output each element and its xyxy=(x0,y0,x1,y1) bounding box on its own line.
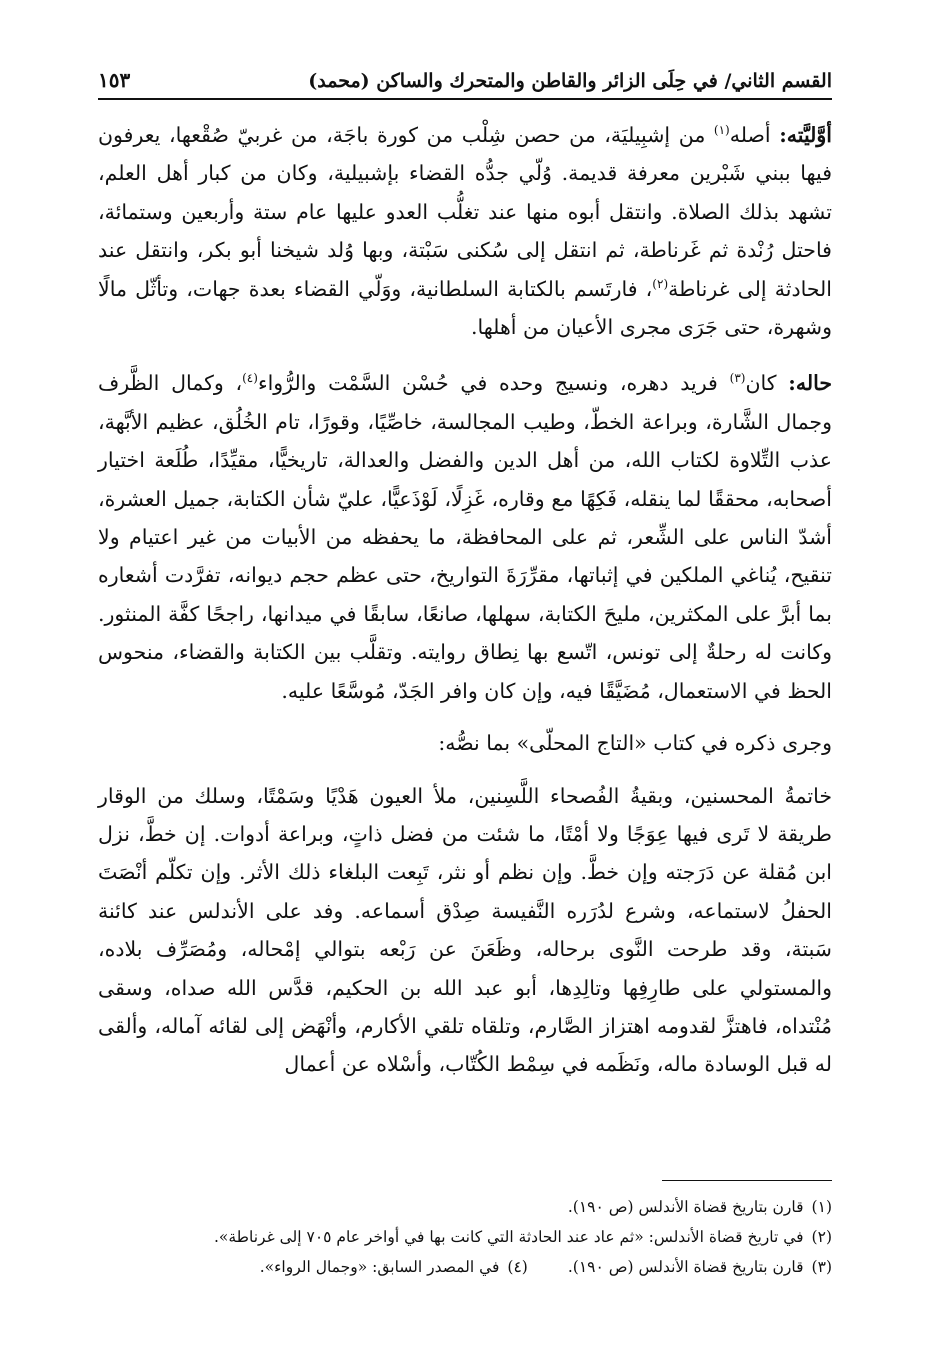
footnote-number: (٢) xyxy=(811,1228,832,1246)
header-title: القسم الثاني/ في حِلَى الزائر والقاطن والمتحرك والساكن (محمد) xyxy=(308,70,832,92)
paragraph-heading: حاله: xyxy=(788,371,833,396)
text-run: أصله xyxy=(729,123,780,147)
footnote-ref[interactable]: (٤) xyxy=(242,371,258,386)
footnote-text: في تاريخ قضاة الأندلس: «ثم عاد عند الحادثة التي كانت بها في أواخر عام ٧٠٥ إلى غرناطة». xyxy=(213,1228,804,1246)
footnote-3 xyxy=(568,1255,832,1279)
text-run: كان xyxy=(745,371,789,396)
footnote-2 xyxy=(98,1225,832,1249)
footnote-ref[interactable]: (٣) xyxy=(729,371,746,386)
quoted-passage: خاتمةُ المحسنين، وبقيةُ الفُصحاء اللَّسِنين، ملأ العيون هَدْيًا وسَمْتًا، وسلك من الوقار طريقة لا تَرى فيها عِوَجًا ولا أمْتًا، ما شئت من فضل ذاتٍ، وبراعة أدوات. إن خطَّ، نزل ابن مُقلة عن دَرَجته وإن خطَّ. وإن نظم أو نثر، تَبِعت البلغاء ذلك الأثر. وإن تكلّم أنْصَتَ الحفلُ لاستماعه، وشرع لدُرَره النَّفيسة صِدْق أسماعه. وفد على الأندلس عند كائنة سَبتة، وقد طرحت النَّوى برحاله، وظَعَنَ عن رَبْعه بتوالي إمْحاله، ومُصَرِّف بلاده، والمستولي على طارِفِها وتالِدِها، أبو عبد الله بن الحكيم، قدَّس الله صداه، وسقى مُنْتداه، فاهتزَّ لقدومه اهتزاز الصَّارم، وتلقاه تلقي الأكارم، وأنْهَض إلى لقائه آماله، وألقى له قبل الوسادة ماله، ونَظَمه في سِمْط الكُتّاب، وأسْلاه عن أعمال xyxy=(98,783,832,1077)
footnote-number: (١) xyxy=(811,1198,832,1216)
footnote-divider xyxy=(662,1180,832,1181)
text-run: فريد دهره، ونسيج وحده في حُسْن السَّمْت والرُّواء xyxy=(257,371,730,396)
paragraph-origin xyxy=(98,116,832,346)
footnote-row xyxy=(98,1255,832,1279)
footnote-number: (٤) xyxy=(507,1258,528,1276)
footnote-ref[interactable]: (١) xyxy=(713,123,730,138)
footnote-text: قارن بتاريخ قضاة الأندلس (ص ١٩٠). xyxy=(567,1198,804,1216)
footnote-text: قارن بتاريخ قضاة الأندلس (ص ١٩٠). xyxy=(567,1258,804,1276)
citation-intro: وجرى ذكره في كتاب «التاج المحلّى» بما نصُّه: xyxy=(438,731,832,756)
text-run: ، فارتَسم بالكتابة السلطانية، ووَلّي القضاء بعدة جهات، وتأثّل مالًا وشهرة، حتى جَرَى مجرى الأعيان من أهلها. xyxy=(98,276,832,340)
text-run: من إشبِيليَة، من حصن شِلْب من كورة باجَة، من غربيّ صُقْعها، يعرفون فيها ببني شَبْرين معرفة قديمة. وُلّي جدُّه القضاء بإشبيلية، وكان من كبار أهل العلم، تشهد بذلك الصلاة. وانتقل أبوه منها عند تغلُّب العدو عليها عام ستة وأربعين وستمائة، فاحتل رُنْدة ثم غَرناطة، ثم انتقل إلى سُكنى سَبْتة، وبها وُلد شيخنا أبو بكر، وانتقل عند الحادثة إلى غرناطة xyxy=(98,123,832,301)
running-header xyxy=(98,58,832,100)
footnote-number: (٣) xyxy=(811,1258,832,1276)
page-number: ١٥٣ xyxy=(98,68,131,92)
paragraph-heading: أوَّليَّته: xyxy=(779,123,832,147)
text-run: ، وكمال الظَّرف وجمال الشَّارة، وبراعة الخطّ، وطيب المجالسة، خاصِّيًا، وقورًا، تام الخُلُق، عظيم الأبَّهة، عذب التِّلاوة لكتاب الله، من أهل الدين والفضل والعدالة، تاريخيًّا، مقيِّدًا، طُلَعة اختيار أصحابه، محققًا لما ينقله، فَكِهًا مع وقاره، غَزِلًا، لَوْذَعيًّا، عليّ شأن الكتابة، جميل العشرة، أشدّ الناس على الشِّعر، ثم على المحافظة، ما يحفظه من الأبيات من غير اعتيام ولا تنقيح، يُناغي الملكين في إثباتها، مقرِّرَةَ التواريخ، حتى عظم حجم ديوانه، تفرَّدت أشعاره بما أبرَّ على المكثرين، مليحَ الكتابة، سهلها، صانعًا، سابقًا في ميدانها، راجحًا كفَّة المنثور. وكانت له رحلةٌ إلى تونس، اتّسع بها نِطاق روايته. وتقلَّب بين الكتابة والقضاء، منحوس الحظ في الاستعمال، مُضَيَّقًا فيه، وإن كان وافر الجَدّ، مُوسَّعًا عليه. xyxy=(98,371,832,703)
paragraph-condition xyxy=(98,364,832,710)
main-text xyxy=(98,116,832,1084)
footnote-ref[interactable]: (٢) xyxy=(652,276,669,291)
footnotes xyxy=(98,1180,832,1279)
footnote-4 xyxy=(260,1255,528,1279)
footnote-text: في المصدر السابق: «وجمال الرواء». xyxy=(259,1258,500,1276)
footnote-1 xyxy=(98,1195,832,1219)
